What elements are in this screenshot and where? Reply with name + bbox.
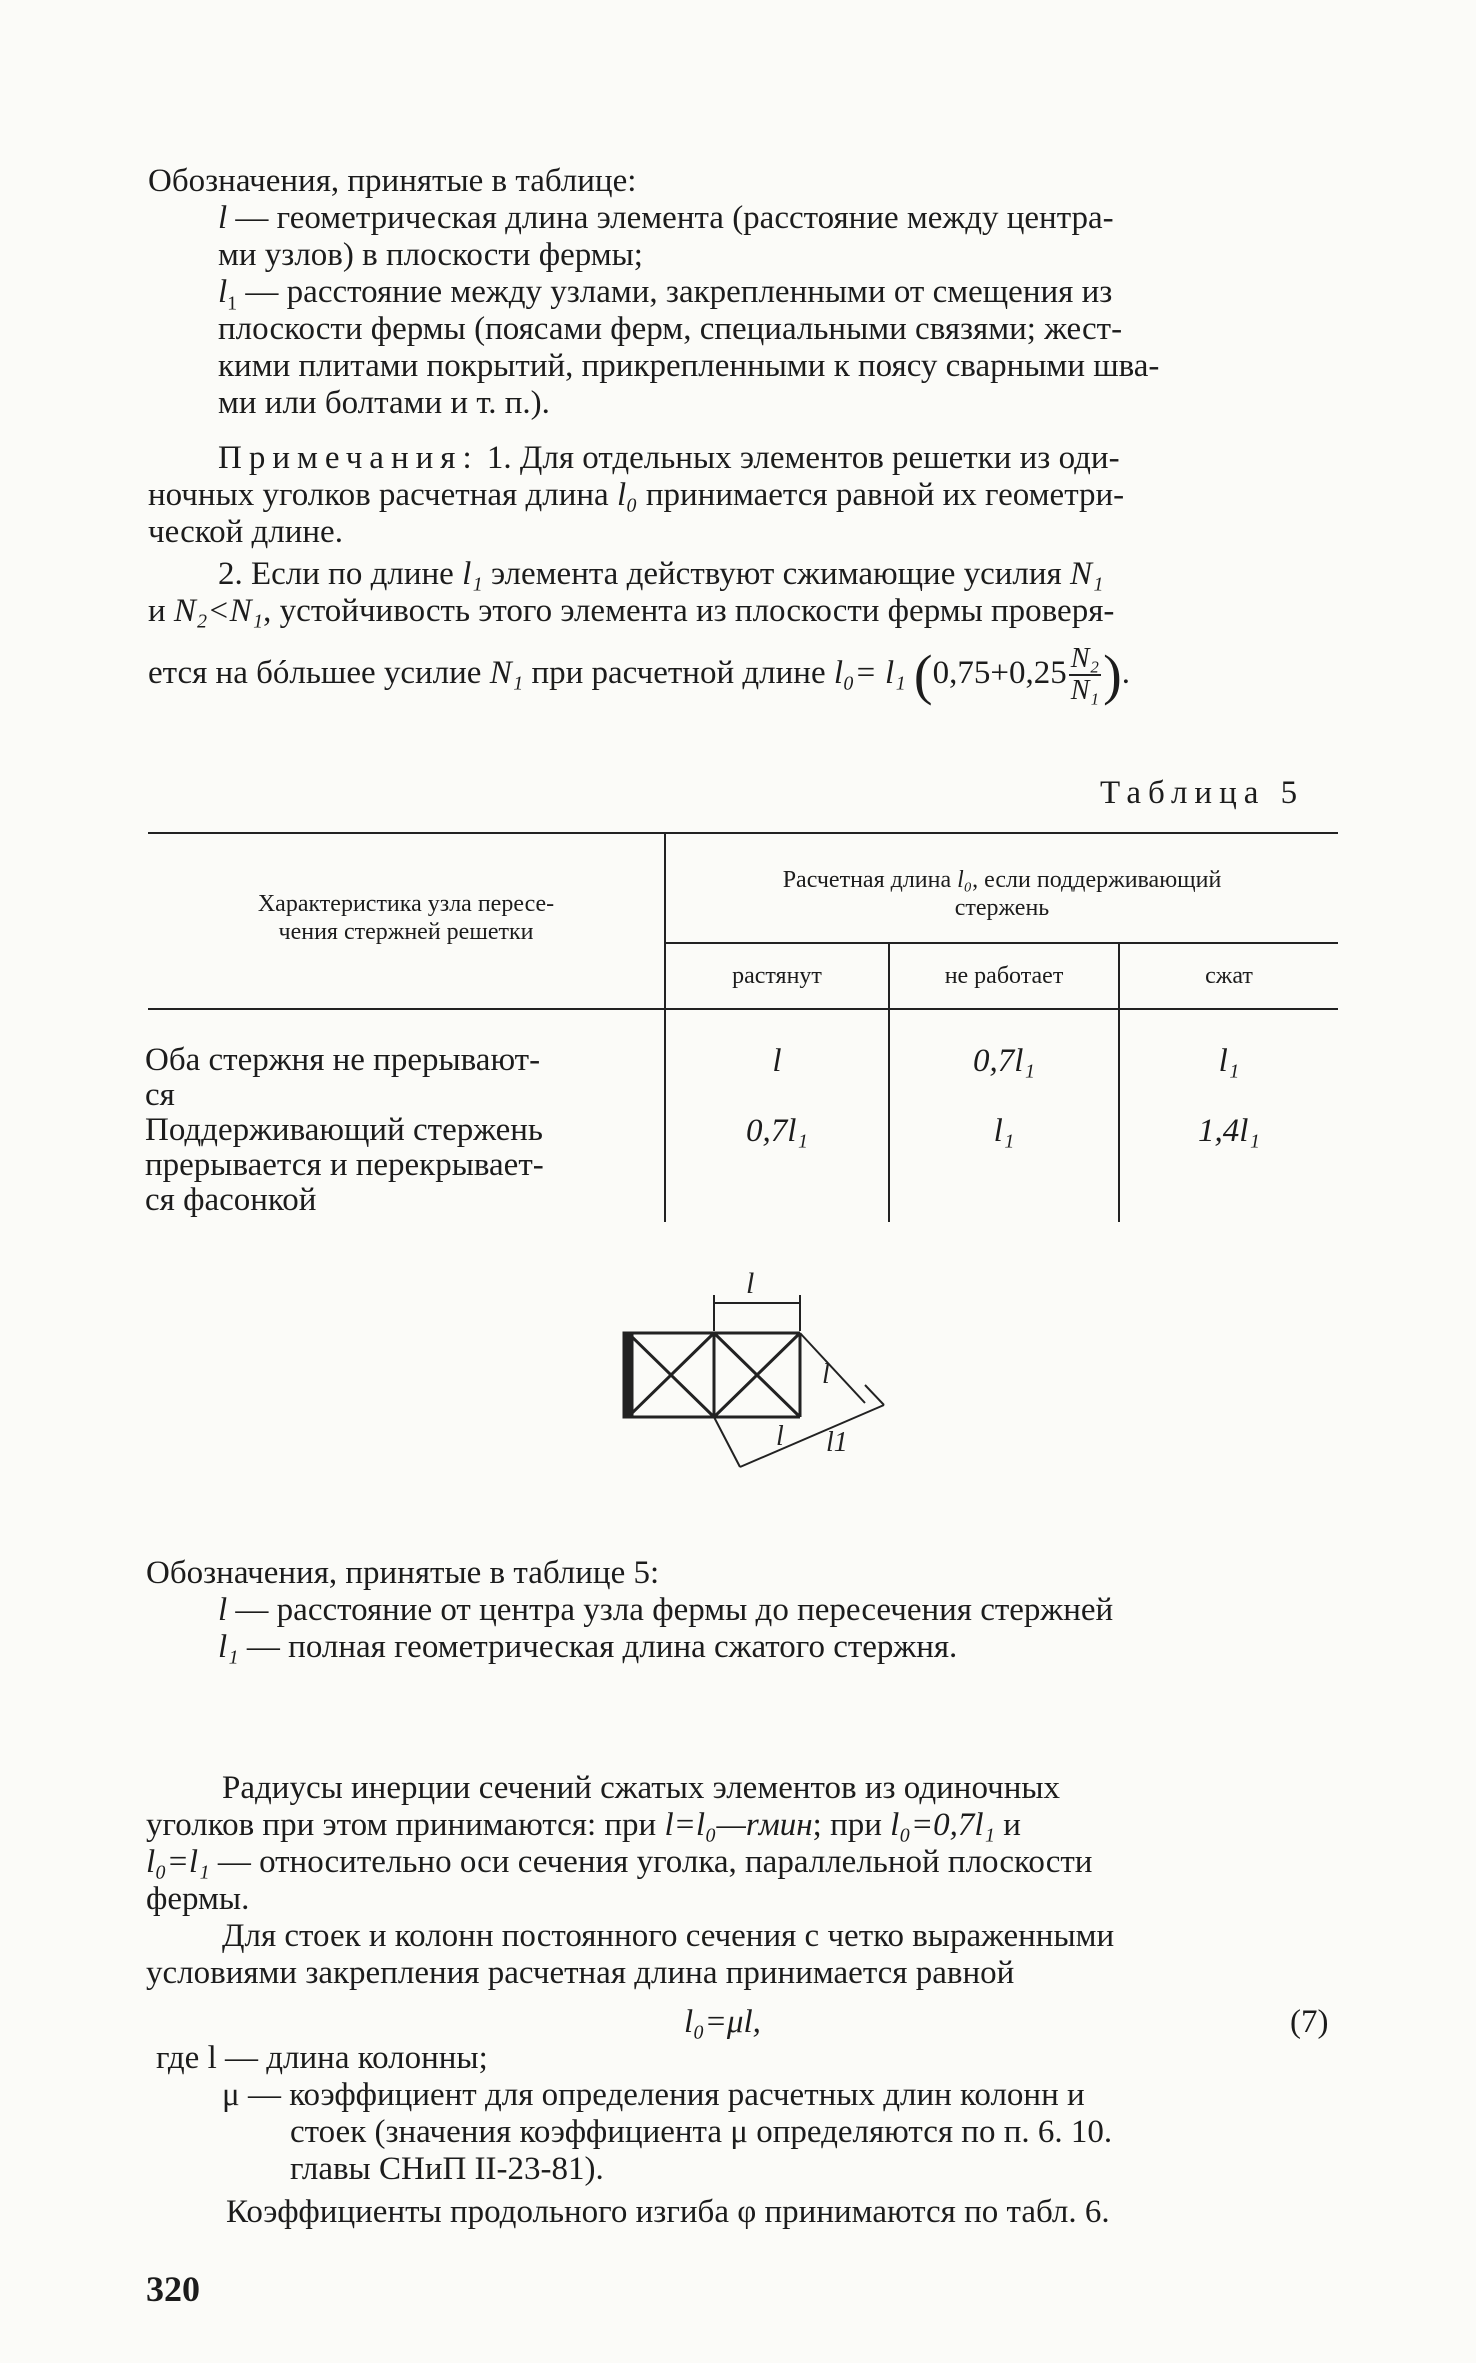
legend-heading: Обозначения, принятые в таблице: [148, 163, 637, 199]
table-subheader-idle: не работает [944, 963, 1064, 989]
legend-l-line2: ми узлов) в плоскости фермы; [218, 237, 643, 273]
para1-line4: фермы. [146, 1881, 250, 1917]
notes-line4: 2. Если по длине l₁ элемента действуют сжимающие усилия N₁ [218, 556, 1104, 592]
table-row-2-compressed: 1,4l₁ [1198, 1113, 1260, 1149]
table-header-rule [148, 1008, 1338, 1010]
formula-fraction: $\frac{\text{N₂}}{\text{N₁}}$ [1070, 643, 1100, 707]
table-group-header: Расчетная длина l₀, если поддерживающий стержень [782, 867, 1222, 921]
legend2-heading: Обозначения, принятые в таблице 5: [146, 1555, 660, 1591]
truss-diagram [600, 1265, 920, 1505]
mu-line3: главы СНиП II-23-81). [290, 2151, 604, 2187]
legend2-line2: l₁ — полная геометрическая длина сжатого стержня. [218, 1629, 958, 1665]
table-row-2-idle: l₁ [993, 1113, 1015, 1149]
table-row-2-tension: 0,7l₁ [746, 1113, 808, 1149]
para1-line1: Радиусы инерции сечений сжатых элементов из одиночных [222, 1770, 1061, 1806]
para1-line2: уголков при этом принимаются: при l=l₀—rмин; при l₀=0,7l₁ и [146, 1807, 1021, 1843]
para2-line1: Для стоек и колонн постоянного сечения с четко выраженными [222, 1918, 1115, 1954]
table-caption: Таблица 5 [1100, 775, 1305, 811]
where-line: где l — длина колонны; [156, 2040, 488, 2076]
table-subheader-tension: растянут [732, 963, 822, 989]
legend2-line1: l — расстояние от центра узла фермы до пересечения стержней [218, 1592, 1114, 1628]
diagram-label-l-inner: l [822, 1359, 830, 1390]
dim-ext-line [865, 1385, 884, 1405]
table-col0-header: Характеристика узла пересе- чения стержней решетки [257, 891, 555, 945]
para2-line2: условиями закрепления расчетная длина принимается равной [146, 1955, 1015, 1991]
dim-lower-line [714, 1417, 740, 1467]
notes-line5: и N₂<N₁, устойчивость этого элемента из плоскости фермы проверя- [148, 593, 1115, 629]
legend-l1-line2: плоскости фермы (поясами ферм, специальными связями; жест- [218, 311, 1123, 347]
notes-line1: Примечания: 1. Для отдельных элементов решетки из оди- [218, 440, 1120, 476]
table-row-1-tension: l [772, 1043, 782, 1079]
formula-coefficient: 0,75+0,25 [932, 655, 1067, 691]
mu-line1: μ — коэффициент для определения расчетных длин колонн и [222, 2077, 1085, 2113]
dim-inner-line [800, 1333, 865, 1403]
table-row-1-label: Оба стержня не прерывают- ся [145, 1042, 541, 1113]
equation-7-number: (7) [1290, 2004, 1329, 2040]
diagram-label-l1: l1 [826, 1427, 848, 1458]
mu-line2: стоек (значения коэффициента μ определяются по п. 6. 10. [290, 2114, 1113, 2150]
table-top-rule [148, 832, 1338, 834]
dim-outer-line [740, 1405, 884, 1467]
diagram-label-l-lower: l [776, 1421, 784, 1452]
legend-l1-line4: ми или болтами и т. п.). [218, 385, 550, 421]
table-subheader-compressed: сжат [1205, 963, 1253, 989]
notes-line3: ческой длине. [148, 514, 343, 550]
legend-l1-line1: $l_1$ — расстояние между узлами, закрепленными от смещения из [218, 274, 1113, 315]
equation-7: l₀=μl, [684, 2004, 761, 2040]
table-row-1-compressed: l₁ [1218, 1043, 1240, 1079]
page-number: 320 [146, 2269, 200, 2309]
legend-l-line1: l — геометрическая длина элемента (расстояние между центра- [218, 200, 1114, 236]
table-row-2-label: Поддерживающий стержень прерывается и перекрывает- ся фасонкой [145, 1112, 544, 1218]
table-group-rule [666, 942, 1338, 944]
diagram-label-l-top: l [746, 1267, 755, 1300]
legend-l1-line3: кими плитами покрытий, прикрепленными к поясу сварными шва- [218, 348, 1160, 384]
table-row-1-idle: 0,7l₁ [973, 1043, 1035, 1079]
para1-line3: l₀=l₁ — относительно оси сечения уголка, параллельной плоскости [146, 1844, 1093, 1880]
truss-left-post [624, 1333, 632, 1417]
notes-formula-line: ется на бóльшее усилие N₁ при расчетной длине l₀= l₁ (0,75+0,25 $\frac{\text{N₂}}{\text{N₁}}$ ). [148, 643, 1131, 707]
notes-line2: ночных уголков расчетная длина l₀ принимается равной их геометри- [148, 477, 1125, 513]
para3-line1: Коэффициенты продольного изгиба φ принимаются по табл. 6. [226, 2194, 1110, 2230]
